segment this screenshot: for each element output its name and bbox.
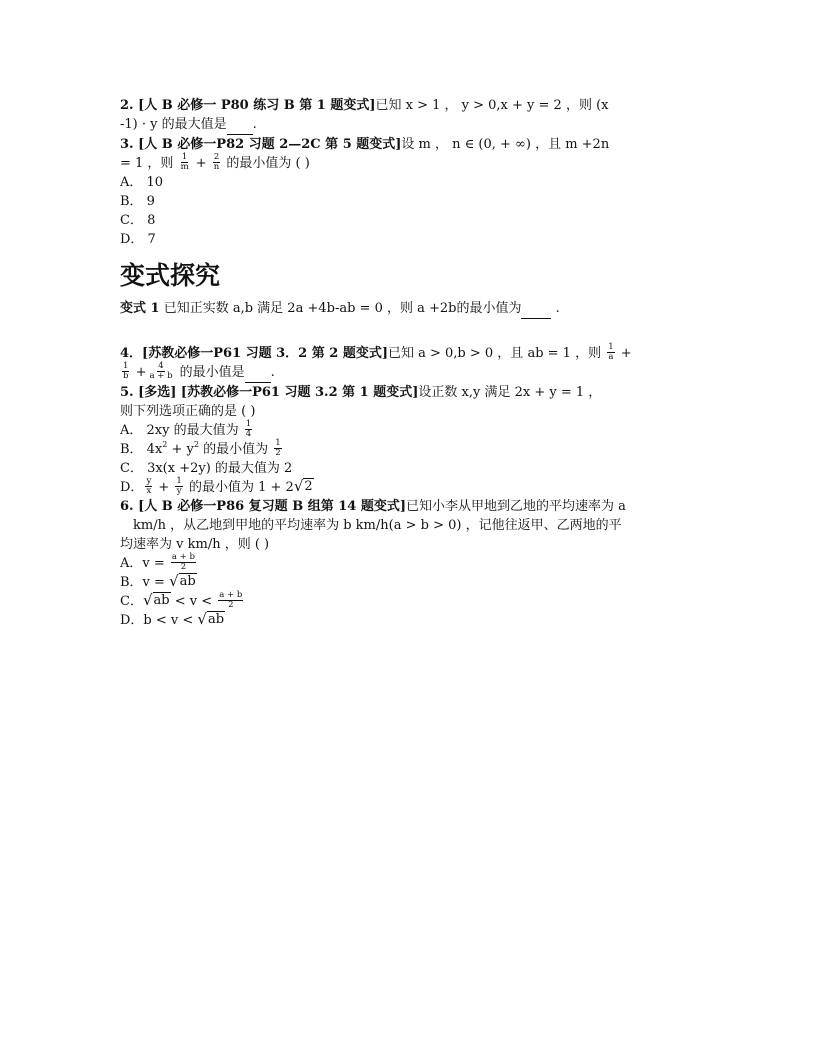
fraction-1-over-b: $\frac{1}{b}$ [123, 361, 129, 381]
answer-blank[interactable] [227, 115, 253, 135]
question-2-text-c: . [252, 117, 257, 132]
fraction-1-over-y: $\frac{1}{y}$ [176, 476, 182, 496]
question-2-tag: 2. [人 B 必修一 P80 练习 B 第 1 题变式] [120, 98, 376, 113]
variant-1-text: 已知正实数 a,b 满足 2a +4b-ab = 0 ，则 a +2b的最小值为 [159, 301, 522, 316]
variant-1-tag: 变式 1 [120, 301, 160, 316]
question-2-text-b: -1) · y 的最大值是 [120, 117, 227, 132]
question-6-option-c[interactable]: C． √ ab < v < $\frac{a + b}{2}$ [120, 590, 243, 610]
question-4-text-a: 已知 a > 0,b > 0 ，且 ab = 1 ，则 [387, 346, 606, 361]
question-4-text-b: 的最小值是 [175, 365, 245, 380]
question-4-line-2: $\frac{1}{b}$ + $\frac{4}{a + b}$ 的最小值是 . [123, 361, 275, 381]
fraction-y-over-x: $\frac{y}{x}$ [146, 476, 152, 496]
fraction-a-plus-b-over-2: $\frac{a + b}{2}$ [219, 590, 243, 610]
document-page [120, 96, 700, 630]
answer-blank[interactable] [245, 363, 271, 383]
fraction-1-over-m: $\frac{1}{m}$ [180, 152, 189, 172]
question-6-option-d[interactable]: D．b < v < √ ab [120, 610, 225, 628]
question-2-line-2 [120, 115, 700, 135]
sqrt-ab: √ ab [142, 591, 170, 609]
sqrt-ab: √ ab [169, 572, 196, 590]
question-6-line-2: km/h ，从乙地到甲地的平均速率为 b km/h(a > b > 0) ，记他往返甲、乙两地的平 [133, 518, 622, 533]
question-3-line-2: = 1 ，则 $\frac{1}{m}$ + $\frac{2}{n}$ 的最小值为 ( ) [120, 152, 310, 172]
question-3-text-b: = 1 ，则 [120, 156, 178, 171]
fraction-1-over-a: $\frac{1}{a}$ [608, 342, 614, 362]
question-5-option-c[interactable]: C． 3x(x +2y) 的最大值为 2 [120, 461, 293, 476]
question-2-text-a: 已知 x > 1 ， y > 0,x + y = 2 ，则 (x [375, 98, 609, 113]
question-5-line-2: 则下列选项正确的是 ( ) [120, 404, 256, 419]
question-6-option-b[interactable]: B．v = √ ab [120, 572, 196, 590]
sqrt-ab: √ ab [197, 610, 225, 628]
question-5-option-b[interactable]: B． $4x^2 + y^2$ 的最小值为 $\frac{1}{2}$ [120, 438, 281, 458]
question-6-option-a[interactable]: A．v = $\frac{a + b}{2}$ [120, 552, 195, 572]
fraction-a-plus-b-over-2: $\frac{a + b}{2}$ [171, 552, 195, 572]
question-3-tag: 3. [人 B 必修一P82 习题 2—2C 第 5 题变式] [120, 137, 402, 152]
question-3-line-1 [120, 135, 700, 154]
question-6-line-3: 均速率为 v km/h ，则 ( ) [120, 537, 270, 552]
question-3-text-c: 的最小值为 ( ) [222, 156, 310, 171]
question-3-option-a[interactable]: A． 10 [120, 175, 164, 190]
fraction-4-over-a-plus-b: $\frac{4}{a + b}$ [149, 361, 173, 381]
question-5-option-d[interactable]: D． $\frac{y}{x}$ + $\frac{1}{y}$ 的最小值为 1 + 2 √ 2 [120, 476, 313, 496]
question-4-line-1: 4．[苏教必修一P61 习题 3．2 第 2 题变式]已知 a > 0,b > 0 ，且 ab = 1 ，则 $\frac{1}{a}$ + [120, 342, 632, 362]
question-6-line-1 [120, 497, 700, 516]
sqrt-2: √ 2 [293, 477, 313, 495]
question-2-line-1 [120, 96, 700, 115]
answer-blank[interactable] [521, 299, 551, 319]
section-heading: 变式探究 [120, 261, 221, 290]
fraction-1-over-2: $\frac{1}{2}$ [275, 438, 281, 458]
question-3-option-d[interactable]: D． 7 [120, 232, 156, 247]
fraction-1-over-4: $\frac{1}{4}$ [245, 419, 252, 439]
question-4-tag: 4．[苏教必修一P61 习题 3．2 第 2 题变式] [120, 346, 388, 361]
question-3-text-a: 设 m ， n ∈ (0, + ∞) ，且 m +2n [401, 137, 610, 152]
question-5-option-a[interactable]: A． 2xy 的最大值为 $\frac{1}{4}$ [120, 419, 252, 439]
question-5-tag: 5. [多选] [苏教必修一P61 习题 3.2 第 1 题变式] [120, 385, 419, 400]
question-5-line-1 [120, 383, 700, 402]
fraction-2-over-n: $\frac{2}{n}$ [213, 152, 220, 172]
spacer [120, 319, 700, 344]
question-5-text-a: 设正数 x,y 满足 2x + y = 1 ， [418, 385, 602, 400]
question-3-option-c[interactable]: C． 8 [120, 213, 156, 228]
question-3-option-b[interactable]: B． 9 [120, 194, 155, 209]
question-6-text-a: 已知小李从甲地到乙地的平均速率为 a [406, 499, 626, 514]
question-6-tag: 6. [人 B 必修一P86 复习题 B 组第 14 题变式] [120, 499, 407, 514]
variant-1-line: 变式 1 已知正实数 a,b 满足 2a +4b-ab = 0 ，则 a +2b的最小值为 . [120, 299, 700, 319]
